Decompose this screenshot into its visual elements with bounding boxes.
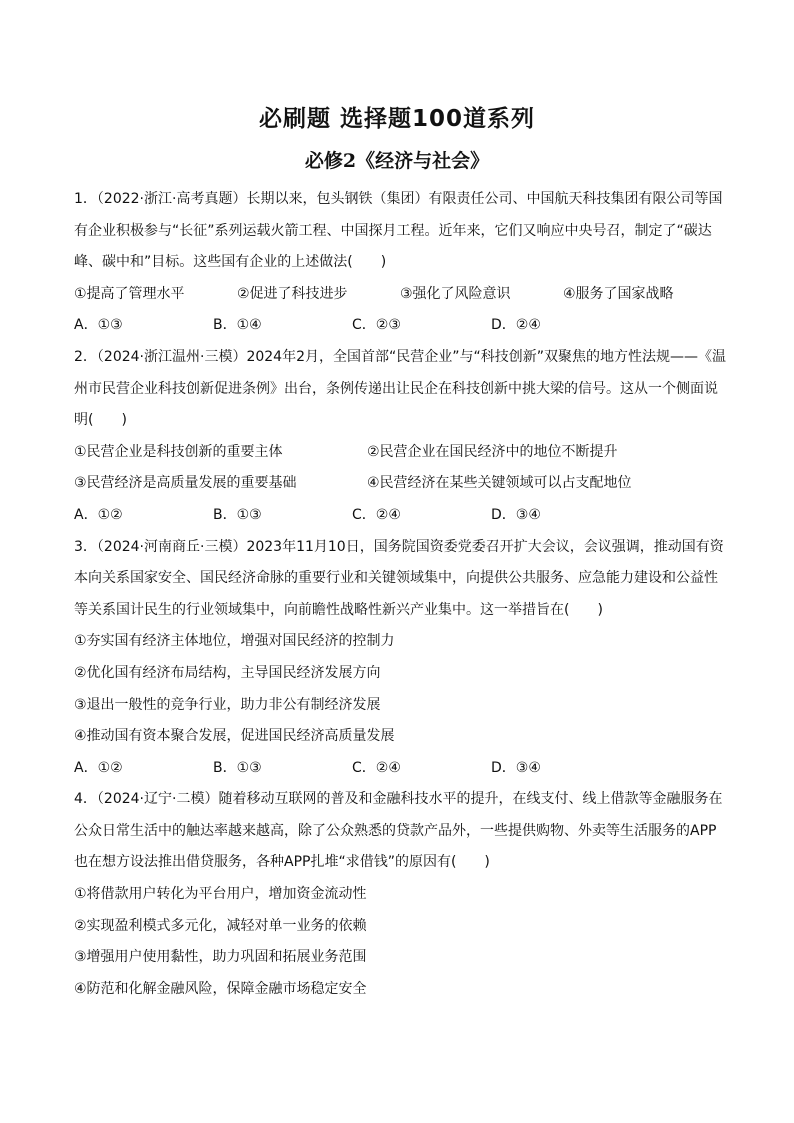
statement-3: ③退出一般性的竞争行业，助力非公有制经济发展 — [74, 696, 381, 713]
choice-a[interactable]: A．①③ — [74, 317, 123, 334]
statement-1: ①夯实国有经济主体地位，增强对国民经济的控制力 — [74, 633, 395, 650]
statement-4: ④防范和化解金融风险，保障金融市场稳定安全 — [74, 980, 367, 997]
statement-2: ②实现盈利模式多元化，减轻对单一业务的依赖 — [74, 917, 367, 934]
statement-1: ①提高了管理水平 — [74, 285, 185, 302]
statement-4: ④民营经济在某些关键领域可以占支配地位 — [367, 475, 632, 492]
statement-2: ②优化国有经济布局结构，主导国民经济发展方向 — [74, 664, 381, 681]
question-text: （2024·辽宁·二模）随着移动互联网的普及和金融科技水平的提升，在线支付、线上借款等金融服务在公众日常生活中的触达率越来越高，除了公众熟悉的贷款产品外，一些提供购物、外卖等生活服务的APP也在想方设法推出借贷服务，各种APP扎堆“求借钱”的原因有( ) — [74, 791, 723, 871]
statement-4: ④推动国有资本聚合发展，促进国民经济高质量发展 — [74, 728, 395, 745]
choice-c[interactable]: C．②④ — [352, 759, 401, 776]
choice-d[interactable]: D．③④ — [491, 506, 541, 523]
statement-3: ③民营经济是高质量发展的重要基础 — [74, 475, 297, 492]
question-stem — [74, 784, 726, 879]
question-3 — [74, 532, 726, 785]
question-number: 4． — [74, 791, 97, 808]
page-title: 必刷题 选择题100道系列 — [258, 106, 536, 132]
question-stem — [74, 184, 726, 279]
question-text: （2024·河南商丘·三模）2023年11月10日，国务院国资委党委召开扩大会议，会议强调，推动国有资本向关系国家安全、国民经济命脉的重要行业和关键领域集中，向提供公共服务、应急能力建设和公益性等关系国计民生的行业领域集中，向前瞻性战略性新兴产业集中。这一举措旨在( ) — [74, 538, 724, 618]
choice-a[interactable]: A．①② — [74, 759, 123, 776]
option-statements — [74, 279, 726, 311]
answer-choices — [74, 753, 726, 785]
option-statements-row-2 — [74, 468, 726, 500]
choice-d[interactable]: D．②④ — [491, 317, 541, 334]
answer-choices — [74, 310, 726, 342]
statement-2: ②促进了科技进步 — [237, 285, 348, 302]
statement-4: ④服务了国家战略 — [563, 285, 674, 302]
choice-b[interactable]: B．①③ — [213, 759, 262, 776]
choice-d[interactable]: D．③④ — [491, 759, 541, 776]
statement-2: ②民营企业在国民经济中的地位不断提升 — [367, 443, 618, 460]
question-stem — [74, 532, 726, 627]
choice-c[interactable]: C．②④ — [352, 506, 401, 523]
option-statements-row-1 — [74, 437, 726, 469]
choice-c[interactable]: C．②③ — [352, 317, 401, 334]
page-subtitle: 必修2《经济与社会》 — [304, 150, 490, 172]
question-1 — [74, 184, 726, 342]
question-number: 1． — [74, 191, 97, 207]
choice-b[interactable]: B．①④ — [213, 317, 262, 334]
question-text: （2024·浙江温州·三模）2024年2月，全国首部“民营企业”与“科技创新”双聚焦的地方性法规——《温州市民营企业科技创新促进条例》出台，条例传递出让民企在科技创新中挑大梁的信号。这从一个侧面说明( ) — [74, 348, 726, 429]
question-2 — [74, 342, 726, 532]
question-list — [74, 184, 726, 1005]
statement-3: ③增强用户使用黏性，助力巩固和拓展业务范围 — [74, 949, 367, 966]
choice-a[interactable]: A．①② — [74, 506, 123, 523]
question-4 — [74, 784, 726, 1005]
question-number: 3． — [74, 538, 97, 555]
answer-choices — [74, 500, 726, 532]
statement-1: ①民营企业是科技创新的重要主体 — [74, 443, 283, 460]
statement-3: ③强化了风险意识 — [400, 285, 511, 302]
choice-b[interactable]: B．①③ — [213, 506, 262, 523]
question-stem — [74, 342, 726, 437]
statement-1: ①将借款用户转化为平台用户，增加资金流动性 — [74, 886, 367, 903]
question-number: 2． — [74, 348, 97, 365]
question-text: （2022·浙江·高考真题）长期以来，包头钢铁（集团）有限责任公司、中国航天科技集团有限公司等国有企业积极参与“长征”系列运载火箭工程、中国探月工程。近年来，它们又响应中央号召，制定了“碳达峰、碳中和”目标。这些国有企业的上述做法( ) — [74, 191, 723, 271]
